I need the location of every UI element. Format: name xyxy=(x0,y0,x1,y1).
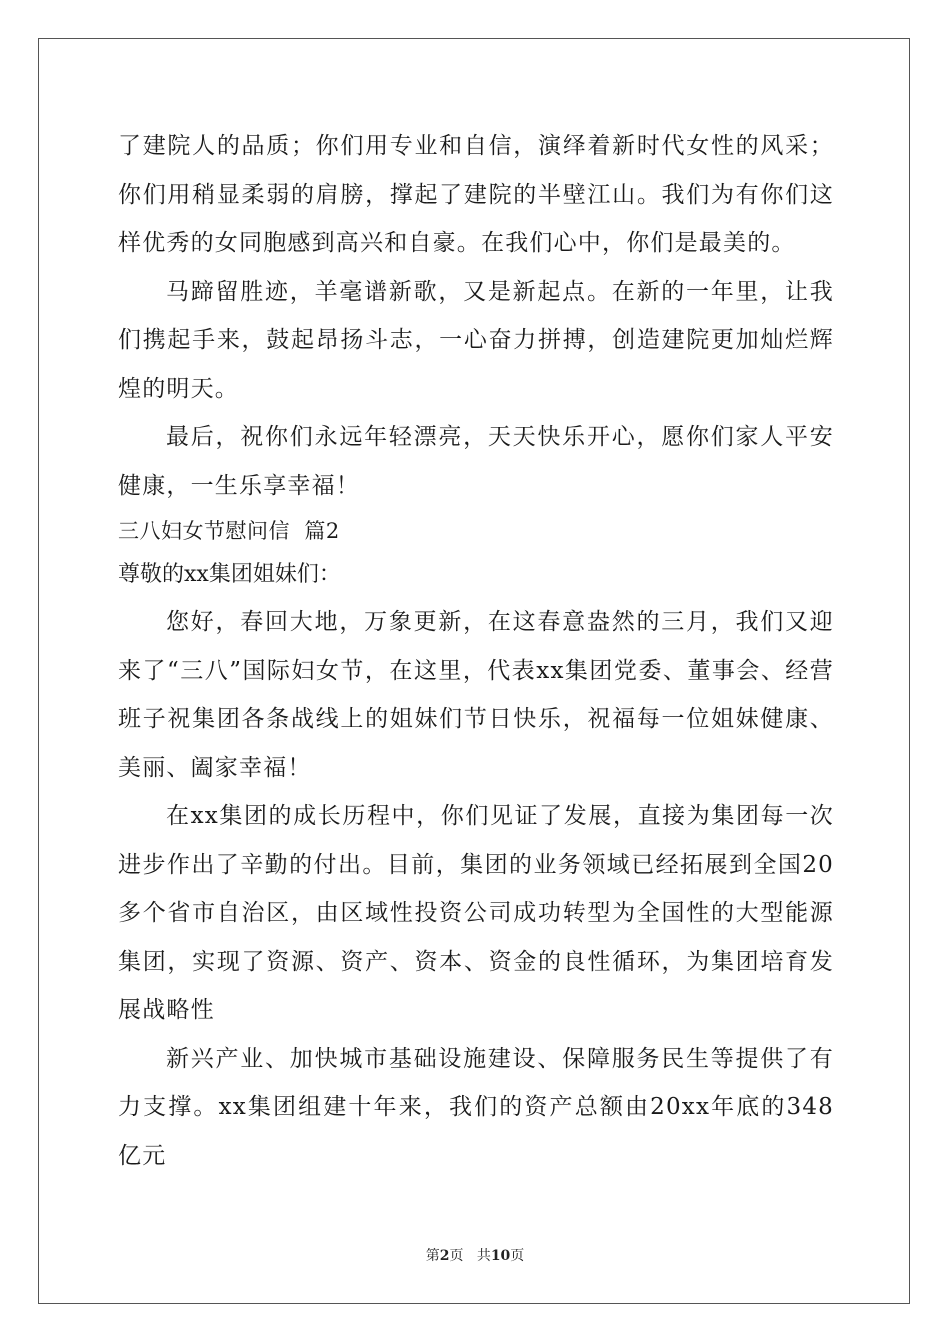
paragraph: 您好，春回大地，万象更新，在这春意盎然的三月，我们又迎来了“三八”国际妇女节，在这里，代表xx集团党委、董事会、经营班子祝集团各条战线上的姐妹们节日快乐，祝福每一位姐妹健康、美丽、阖家幸福！ xyxy=(118,609,834,781)
footer-total-unit: 页 xyxy=(510,1248,525,1264)
total-pages-number: 10 xyxy=(490,1248,511,1264)
footer-total-prefix: 共 xyxy=(476,1248,491,1264)
paragraph: 马蹄留胜迹，羊毫谱新歌，又是新起点。在新的一年里，让我们携起手来，鼓起昂扬斗志，一心奋力拼搏，创造建院更加灿烂辉煌的明天。 xyxy=(118,278,834,402)
paragraph: 新兴产业、加快城市基础设施建设、保障服务民生等提供了有力支撑。xx集团组建十年来，我们的资产总额由20xx年底的348亿元 xyxy=(118,1045,834,1169)
paragraph: 在xx集团的成长历程中，你们见证了发展，直接为集团每一次进步作出了辛勤的付出。目前，集团的业务领域已经拓展到全国20多个省市自治区，由区域性投资公司成功转型为全国性的大型能源集团，实现了资源、资产、资本、资金的良性循环，为集团培育发展战略性 xyxy=(118,803,834,1023)
salutation: 尊敬的xx集团姐妹们： xyxy=(118,562,341,587)
footer-page-unit: 页 xyxy=(449,1248,464,1264)
document-body xyxy=(118,122,834,1180)
paragraph: 了建院人的品质；你们用专业和自信，演绎着新时代女性的风采；你们用稍显柔弱的肩膀，撑起了建院的半壁江山。我们为有你们这样优秀的女同胞感到高兴和自豪。在我们心中，你们是最美的。 xyxy=(118,133,834,256)
section-title: 三八妇女节慰问信 篇2 xyxy=(118,519,340,543)
footer-prefix: 第 xyxy=(425,1248,440,1264)
current-page-number: 2 xyxy=(439,1248,450,1264)
paragraph: 最后，祝你们永远年轻漂亮，天天快乐开心，愿你们家人平安健康，一生乐享幸福！ xyxy=(118,424,834,499)
page-footer xyxy=(0,1245,950,1265)
